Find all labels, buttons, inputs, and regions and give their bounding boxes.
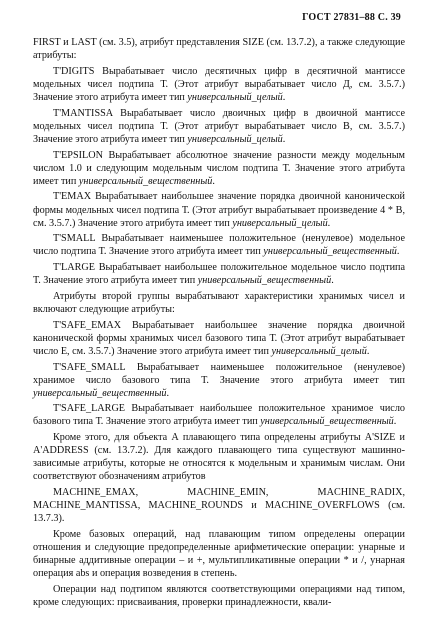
paragraph-text: T'SAFE_LARGE Вырабатывает наибольшее положительное хранимое число базового типа Т. Значение этого атрибута имеет тип: [33, 403, 405, 428]
paragraph: [33, 107, 405, 146]
paragraph-text: T'DIGITS Вырабатывает число десятичных цифр в десятичной мантиссе модельных чисел подтипа Т. (Этот атрибут вырабатывает число Д, см. 3.5.7.) Значение этого атрибута имеет тип: [33, 65, 405, 103]
paragraph-text: T'EMAX Вырабатывает наибольшее значение порядка двоичной канонической формы модельных чисел подтипа Т. (Этот атрибут вырабатывает произведение 4 * В, см. 3.5.7.) Значение этого атрибута имеет тип: [33, 191, 405, 229]
paragraph: [33, 402, 405, 428]
paragraph-end: .: [366, 345, 370, 357]
paragraph-text: MACHINE_EMAX, MACHINE_EMIN, MACHINE_RADIX, MACHINE_MANTISSA, MACHINE_ROUNDS и MACHINE_OVERFLOWS (см. 13.7.3).: [33, 487, 405, 525]
paragraph: [33, 190, 405, 229]
paragraph-text: T'MANTISSA Вырабатывает число двоичных цифр в двоичной мантиссе модельных чисел подтипа Т. (Этот атрибут вырабатывает число В, см. 3.5.7.) Значение этого атрибута имеет тип: [33, 107, 405, 145]
paragraph-text: FIRST и LAST (см. 3.5), атрибут представления SIZE (см. 13.7.2), а также следующие атрибуты:: [33, 37, 405, 62]
paragraph-text: T'SAFE_SMALL Вырабатывает наименьшее положительное (ненулевое) хранимое число базового типа Т. Значение этого атрибута имеет тип: [33, 361, 405, 386]
paragraph-end: .: [327, 217, 331, 229]
paragraph-end: .: [331, 275, 334, 287]
type-name-italic: универсальный_целый: [187, 91, 283, 103]
paragraph: [33, 319, 405, 358]
type-name-italic: универсальный_целый: [271, 345, 367, 357]
page-header: ГОСТ 27831–88 С. 39: [302, 12, 401, 23]
type-name-italic: универсальный_вещественный: [263, 246, 397, 258]
document-body: [33, 36, 405, 612]
paragraph: [33, 149, 405, 188]
paragraph-end: .: [393, 416, 397, 428]
paragraph-text: T'SAFE_EMAX Вырабатывает наибольшее значение порядка двоичной канонической формы хранимых чисел базового типа Т. (Этот атрибут вырабатывает число Е, см. 3.5.7.) Значение этого атрибута имеет тип: [33, 319, 405, 357]
paragraph-text: Операции над подтипом являются соответствующими операциями над типом, кроме следующих: присваивания, проверки принадлежности, квали-: [33, 583, 405, 609]
paragraph-text: T'EPSILON Вырабатывает абсолютное значение разности между модельным числом 1.0 и следующим модельным числом подтипа Т. Значение этого атрибута имеет тип: [33, 149, 405, 187]
paragraph: [33, 583, 405, 609]
paragraph-end: .: [166, 387, 170, 399]
paragraph: [33, 36, 405, 62]
type-name-italic: универсальный_вещественный: [78, 175, 213, 187]
type-name-italic: универсальный_вещественный: [33, 387, 167, 399]
paragraph-end: .: [282, 133, 286, 145]
paragraph: [33, 65, 405, 104]
type-name-italic: универсальный_вещественный: [197, 275, 332, 287]
paragraph: [33, 361, 405, 400]
paragraph: [33, 486, 405, 525]
type-name-italic: универсальный_целый: [232, 217, 328, 229]
paragraph-text: Кроме этого, для объекта А плавающего типа определены атрибуты A'SIZE и A'ADDRESS (см. 13.7.2). Для каждого плавающего типа существуют машинно-зависимые атрибуты, которые не относятся к модельным и хранимым числам. Они соответствуют обозначениям атрибутов: [33, 432, 405, 483]
paragraph: [33, 528, 405, 580]
type-name-italic: универсальный_вещественный: [260, 416, 394, 428]
paragraph: [33, 431, 405, 483]
paragraph-end: .: [282, 91, 286, 103]
paragraph-end: .: [396, 246, 400, 258]
type-name-italic: универсальный_целый: [187, 133, 283, 145]
paragraph-end: .: [212, 175, 215, 187]
paragraph-text: Кроме базовых операций, над плавающим типом определены операции отношения и следующие предопределенные арифметические операции: унарные и бинарные аддитивные операции – и +, мультипликативные операции * и /, унарная операция abs и операция возведения в степень.: [33, 529, 405, 580]
paragraph-text: T'SMALL Вырабатывает наименьшее положительное (ненулевое) модельное число подтипа Т. Значение этого атрибута имеет тип: [33, 233, 405, 258]
paragraph-text: Атрибуты второй группы вырабатывают характеристики хранимых чисел и включают следующие атрибуты:: [33, 290, 405, 315]
paragraph: [33, 232, 405, 258]
paragraph: [33, 290, 405, 316]
paragraph: [33, 261, 405, 287]
paragraph-text: T'LARGE Вырабатывает наибольшее положительное модельное число подтипа Т. Значение этого атрибута имеет тип: [33, 262, 405, 287]
